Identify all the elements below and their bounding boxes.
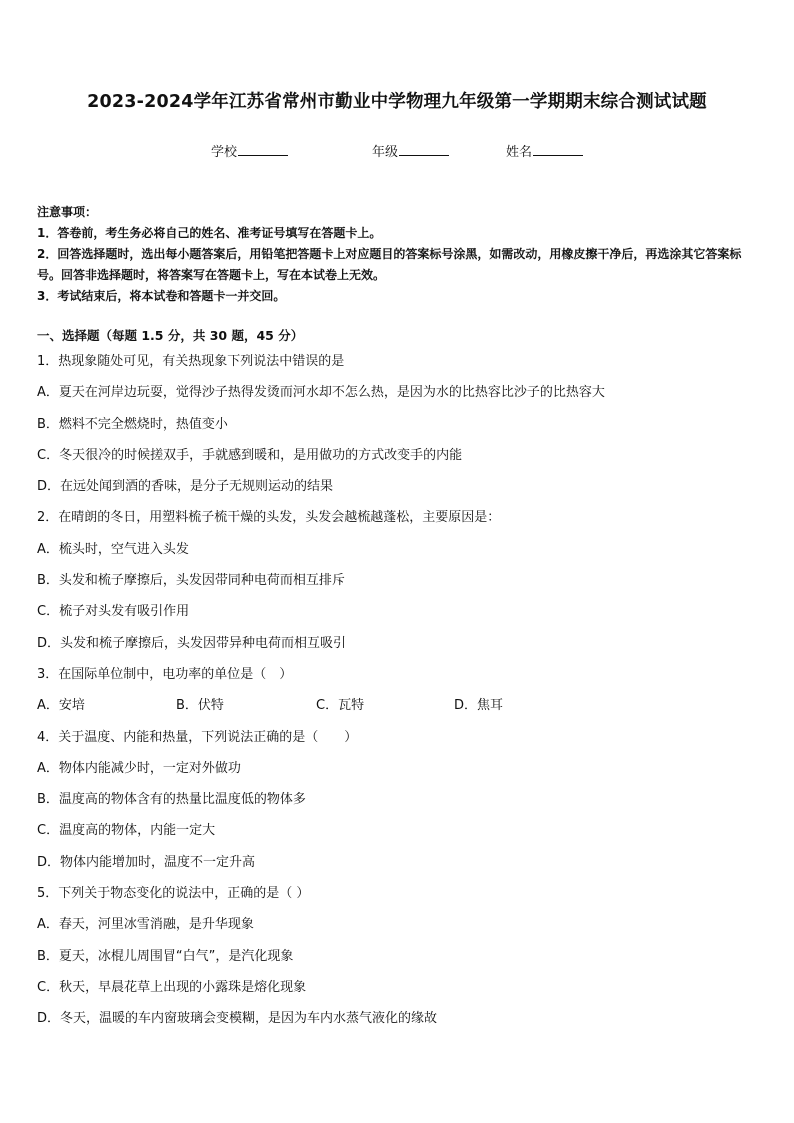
name-label: 姓名 — [506, 145, 533, 160]
question-2-stem: 2．在晴朗的冬日，用塑料梳子梳干燥的头发，头发会越梳越蓬松，主要原因是： — [37, 510, 501, 526]
question-5-option-a: A．春天，河里冰雪消融，是升华现象 — [37, 917, 254, 933]
name-blank — [533, 142, 583, 156]
school-label: 学校 — [211, 145, 238, 160]
question-3-option-d: D．焦耳 — [454, 698, 504, 714]
school-field — [211, 141, 288, 160]
question-list — [37, 352, 759, 1041]
question-5-option-c: C．秋天，早晨花草上出现的小露珠是熔化现象 — [37, 979, 307, 995]
student-info-fields — [0, 141, 794, 161]
notice-item-1: 1．答卷前，考生务必将自己的姓名、准考证号填写在答题卡上。 — [37, 226, 382, 240]
question-4-option-c: C．温度高的物体，内能一定大 — [37, 823, 216, 839]
grade-label: 年级 — [372, 145, 399, 160]
question-4-option-d: D．物体内能增加时，温度不一定升高 — [37, 854, 256, 870]
notice-item-2: 2．回答选择题时，选出每小题答案后，用铅笔把答题卡上对应题目的答案标号涂黑，如需改动，用橡皮擦干净后，再选涂其它答案标号。回答非选择题时，将答案写在答题卡上，写在本试卷上无效。 — [37, 247, 742, 282]
question-1-option-b: B．燃料不完全燃烧时，热值变小 — [37, 416, 228, 432]
question-5-stem: 5．下列关于物态变化的说法中，正确的是（ ） — [37, 886, 310, 902]
question-2-option-a: A．梳头时，空气进入头发 — [37, 541, 189, 557]
question-3-options — [37, 696, 759, 727]
notice-heading: 注意事项： — [37, 205, 98, 219]
notice-block — [37, 202, 759, 307]
question-3-stem: 3．在国际单位制中，电功率的单位是（ ） — [37, 666, 293, 682]
section-title: 一、选择题（每题 1.5 分，共 30 题，45 分） — [37, 328, 304, 343]
exam-title: 2023-2024学年江苏省常州市勤业中学物理九年级第一学期期末综合测试试题 — [87, 92, 707, 112]
question-2-option-d: D．头发和梳子摩擦后，头发因带异种电荷而相互吸引 — [37, 635, 347, 651]
question-1-option-a: A．夏天在河岸边玩耍，觉得沙子热得发烫而河水却不怎么热，是因为水的比热容比沙子的比热容大 — [37, 385, 605, 401]
question-3-option-c: C．瓦特 — [316, 698, 365, 714]
question-5-option-d: D．冬天，温暖的车内窗玻璃会变模糊，是因为车内水蒸气液化的缘故 — [37, 1011, 438, 1027]
question-3-option-a: A．安培 — [37, 698, 85, 714]
notice-item-3: 3．考试结束后，将本试卷和答题卡一并交回。 — [37, 289, 286, 303]
question-1-option-d: D．在远处闻到酒的香味，是分子无规则运动的结果 — [37, 479, 334, 495]
question-4-option-a: A．物体内能减少时，一定对外做功 — [37, 760, 241, 776]
question-1-option-c: C．冬天很冷的时候搓双手，手就感到暖和，是用做功的方式改变手的内能 — [37, 447, 463, 463]
question-2-option-b: B．头发和梳子摩擦后，头发因带同种电荷而相互排斥 — [37, 573, 345, 589]
name-field — [506, 141, 583, 160]
grade-blank — [399, 142, 449, 156]
question-2-option-c: C．梳子对头发有吸引作用 — [37, 604, 190, 620]
question-4-stem: 4．关于温度、内能和热量，下列说法正确的是（ ） — [37, 729, 358, 745]
grade-field — [372, 141, 449, 160]
question-3-option-b: B．伏特 — [176, 698, 224, 714]
question-5-option-b: B．夏天，冰棍儿周围冒“白气”，是汽化现象 — [37, 948, 294, 964]
question-4-option-b: B．温度高的物体含有的热量比温度低的物体多 — [37, 792, 306, 808]
school-blank — [238, 142, 288, 156]
question-1-stem: 1．热现象随处可见，有关热现象下列说法中错误的是 — [37, 354, 345, 369]
